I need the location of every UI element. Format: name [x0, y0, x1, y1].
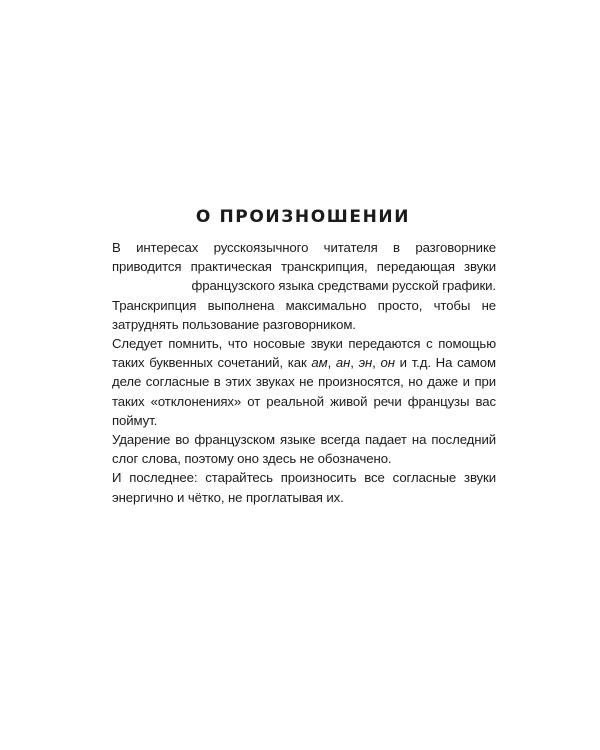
nasal-separator: , — [350, 355, 359, 371]
paragraph-transcription-intro: В интересах русскоязычного читателя в разговорнике приводится практическая транскрипция, передающая звуки французского языка средствами русской графики. — [112, 240, 496, 294]
nasal-separator: , — [372, 355, 381, 371]
nasal-example-an: ан — [335, 355, 351, 371]
page-title: О ПРОИЗНОШЕНИИ — [195, 207, 411, 227]
paragraph-simplicity: Транскрипция выполнена максимально просто, чтобы не затруднять пользование разговорником. — [112, 297, 496, 332]
nasal-separator: , — [327, 355, 336, 371]
nasal-text-before: Следует помнить, что носовые звуки передаются с помощью таких буквенных сочетаний, как — [112, 336, 496, 371]
nasal-example-en: эн — [358, 355, 373, 371]
nasal-example-on: он — [380, 355, 395, 371]
nasal-example-am: ам — [311, 355, 328, 371]
nasal-text-after: и т.д. На самом деле согласные в этих звуках не произносятся, но даже и при таких «отклонениях» от реальной живой речи французы вас поймут. — [112, 355, 496, 428]
paragraph-nasal-sounds — [112, 334, 496, 430]
paragraph-consonants: И последнее: старайтесь произносить все согласные звуки энергично и чётко, не проглатывая их. — [112, 470, 496, 505]
article-body — [112, 238, 496, 507]
paragraph-stress: Ударение во французском языке всегда падает на последний слог слова, поэтому оно здесь не обозначено. — [112, 432, 496, 467]
